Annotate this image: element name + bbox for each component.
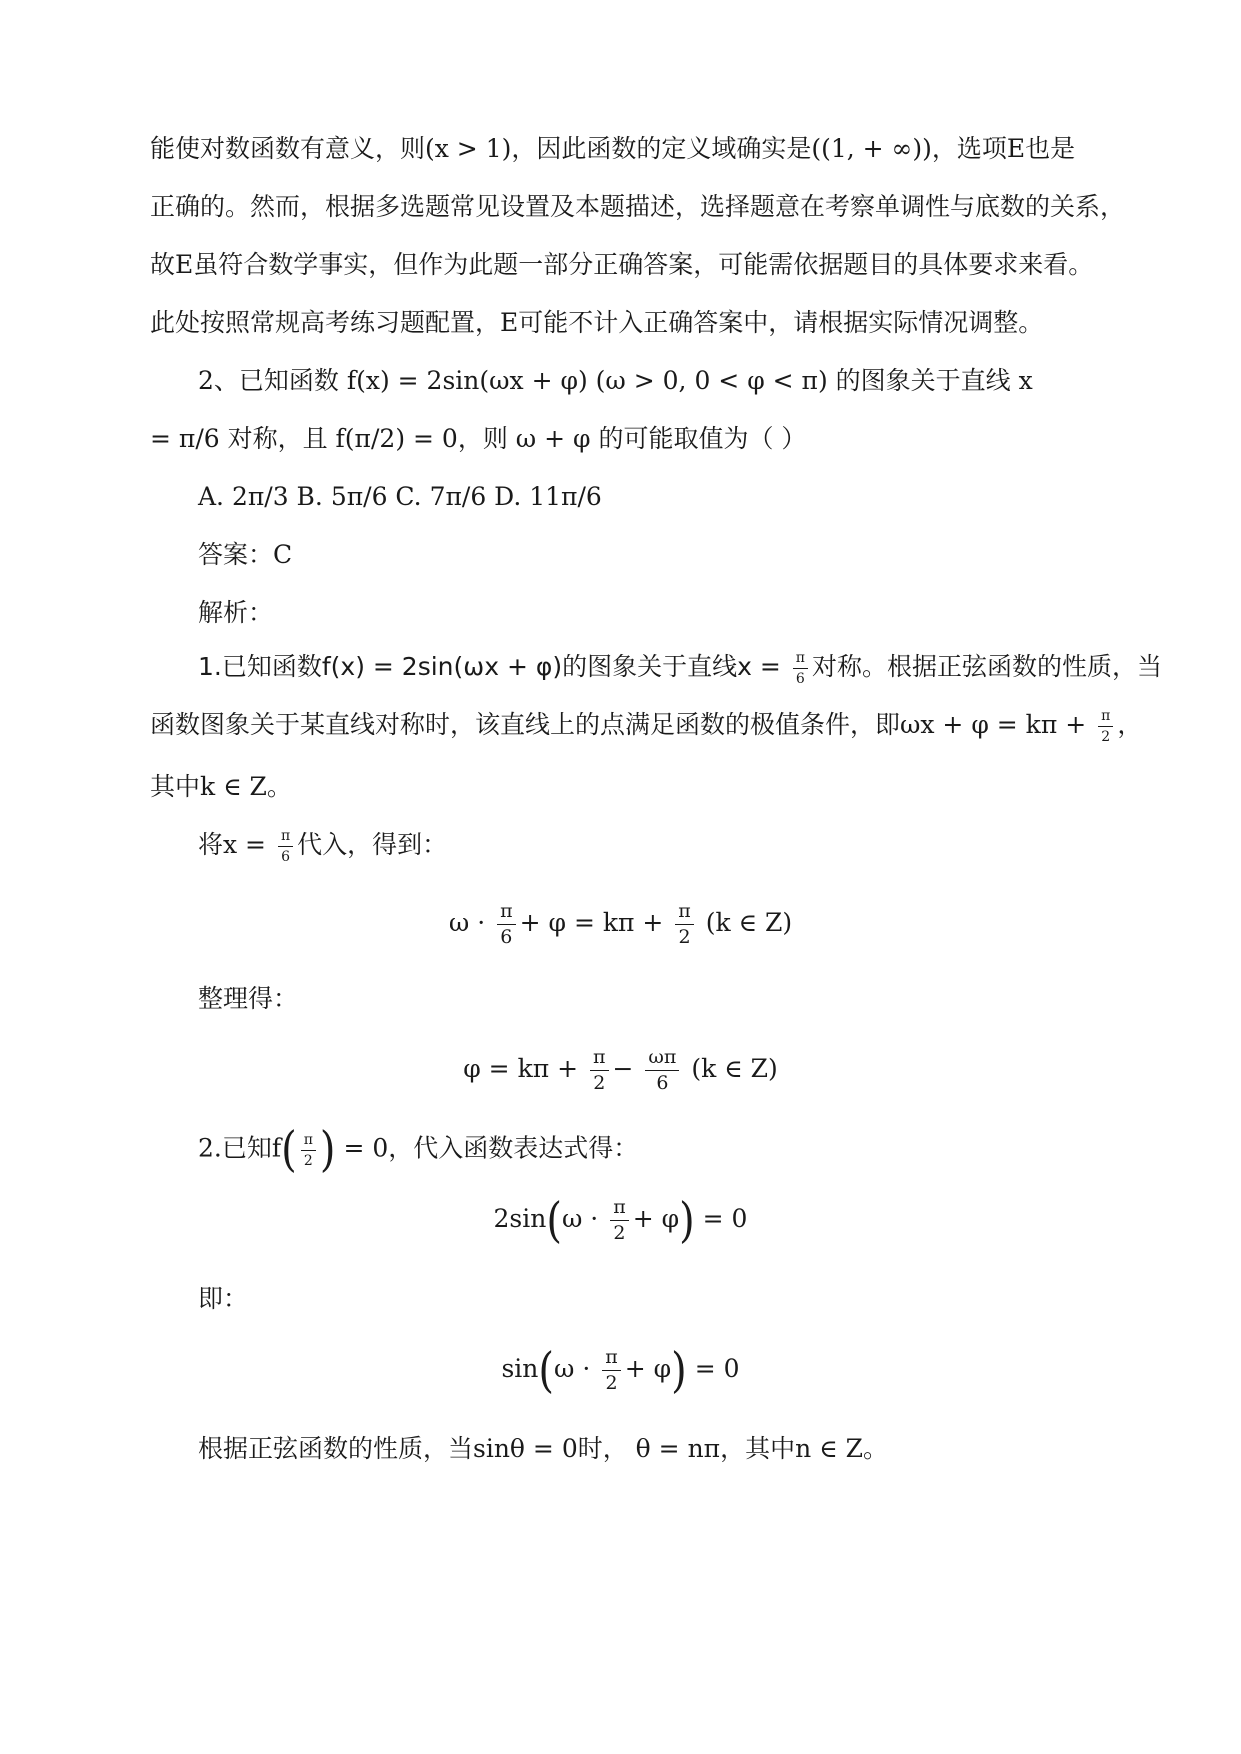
right-paren: ) (319, 1122, 336, 1178)
paragraph-line: 正确的。然而，根据多选题常见设置及本题描述，选择题意在考察单调性与底数的关系， (150, 192, 1126, 221)
right-paren: ) (671, 1342, 687, 1399)
text: + φ (624, 1354, 672, 1383)
fraction (301, 1133, 316, 1168)
ji-line: 即： (198, 1284, 249, 1313)
text: + φ (632, 1204, 680, 1233)
text: (k ∈ Z) (697, 908, 793, 937)
text: 将x = (198, 830, 274, 859)
numerator: π (613, 1196, 626, 1218)
equation-4 (0, 1342, 1241, 1399)
fraction (590, 1048, 609, 1093)
numerator: π (593, 1046, 606, 1068)
paragraph-line: 故E虽符合数学事实，但作为此题一部分正确答案，可能需依据题目的具体要求来看。 (150, 250, 1094, 279)
numerator: ωπ (648, 1046, 677, 1068)
numerator: π (303, 1131, 313, 1148)
text: 代入，得到： (297, 830, 448, 859)
substitute-line (198, 828, 1158, 864)
numerator: π (280, 828, 291, 844)
question-2-line-1: 2、已知函数 f(x) = 2sin(ωx + φ) (ω > 0, 0 < φ < π) 的图象关于直线 x (198, 366, 1033, 395)
numerator: π (678, 900, 691, 922)
step1-line-b (150, 708, 1143, 745)
text: 函数图象关于某直线对称时，该直线上的点满足函数的极值条件，即ωx + φ = kπ + (150, 710, 1095, 739)
text: (k ∈ Z) (683, 1054, 778, 1083)
fraction (645, 1048, 679, 1093)
denominator: 6 (793, 668, 808, 686)
paragraph-line: 能使对数函数有意义，则(x > 1)，因此函数的定义域确实是((1, + ∞))，选项E也是 (150, 134, 1076, 163)
paragraph-line: 此处按照常规高考练习题配置，E可能不计入正确答案中，请根据实际情况调整。 (150, 308, 1044, 337)
fraction (278, 829, 293, 864)
denominator: 2 (1098, 726, 1113, 744)
equation-1 (0, 902, 1241, 947)
answer-line: 答案：C (198, 540, 293, 569)
denominator: 6 (645, 1070, 679, 1093)
fraction (793, 651, 808, 686)
text: ω · (554, 1354, 599, 1383)
equation-3 (0, 1192, 1241, 1249)
fraction (675, 902, 694, 947)
text: sin (501, 1354, 539, 1383)
text: = 0 (686, 1354, 740, 1383)
fraction (1098, 709, 1113, 744)
fraction (610, 1198, 629, 1243)
denominator: 2 (301, 1150, 316, 1168)
numerator: π (1101, 708, 1111, 724)
text: = 0，代入函数表达式得： (335, 1133, 639, 1163)
left-paren: ( (538, 1342, 555, 1399)
denominator: 2 (675, 924, 694, 947)
denominator: 2 (590, 1070, 609, 1093)
text: 1.已知函数f(x) = 2sin(ωx + φ)的图象关于直线x = (198, 652, 789, 681)
text: = 0 (694, 1204, 748, 1233)
denominator: 2 (610, 1220, 629, 1243)
text: φ = kπ + (463, 1054, 586, 1083)
numerator: π (605, 1346, 618, 1368)
question-options: A. 2π/3 B. 5π/6 C. 7π/6 D. 11π/6 (198, 482, 602, 511)
question-2-line-2: = π/6 对称，且 f(π/2) = 0，则 ω + φ 的可能取值为（ ） (150, 424, 807, 453)
text: 2.已知f (198, 1133, 282, 1163)
numerator: π (795, 650, 805, 666)
left-paren: ( (546, 1192, 562, 1249)
fraction (602, 1348, 621, 1393)
step1-line-c: 其中k ∈ Z。 (150, 772, 292, 801)
analysis-heading: 解析： (198, 598, 274, 627)
denominator: 2 (602, 1370, 621, 1393)
left-paren: ( (281, 1122, 297, 1178)
fraction (497, 902, 516, 947)
text: 2sin (493, 1204, 547, 1233)
arrange-line: 整理得： (198, 984, 299, 1013)
text: ω · (448, 908, 494, 937)
denominator: 6 (278, 846, 293, 864)
numerator: π (500, 900, 513, 922)
text: ω · (561, 1204, 607, 1233)
equation-2 (0, 1048, 1241, 1093)
final-line: 根据正弦函数的性质，当sinθ = 0时， θ = nπ，其中n ∈ Z。 (198, 1434, 888, 1463)
denominator: 6 (497, 924, 516, 947)
text: ， (1117, 710, 1143, 739)
right-paren: ) (679, 1192, 695, 1249)
step2-line-a (198, 1122, 1158, 1178)
text: + φ = kπ + (519, 908, 672, 937)
step1-line-a (198, 650, 1162, 687)
text: − (612, 1054, 642, 1083)
text: 对称。根据正弦函数的性质，当 (811, 652, 1162, 681)
